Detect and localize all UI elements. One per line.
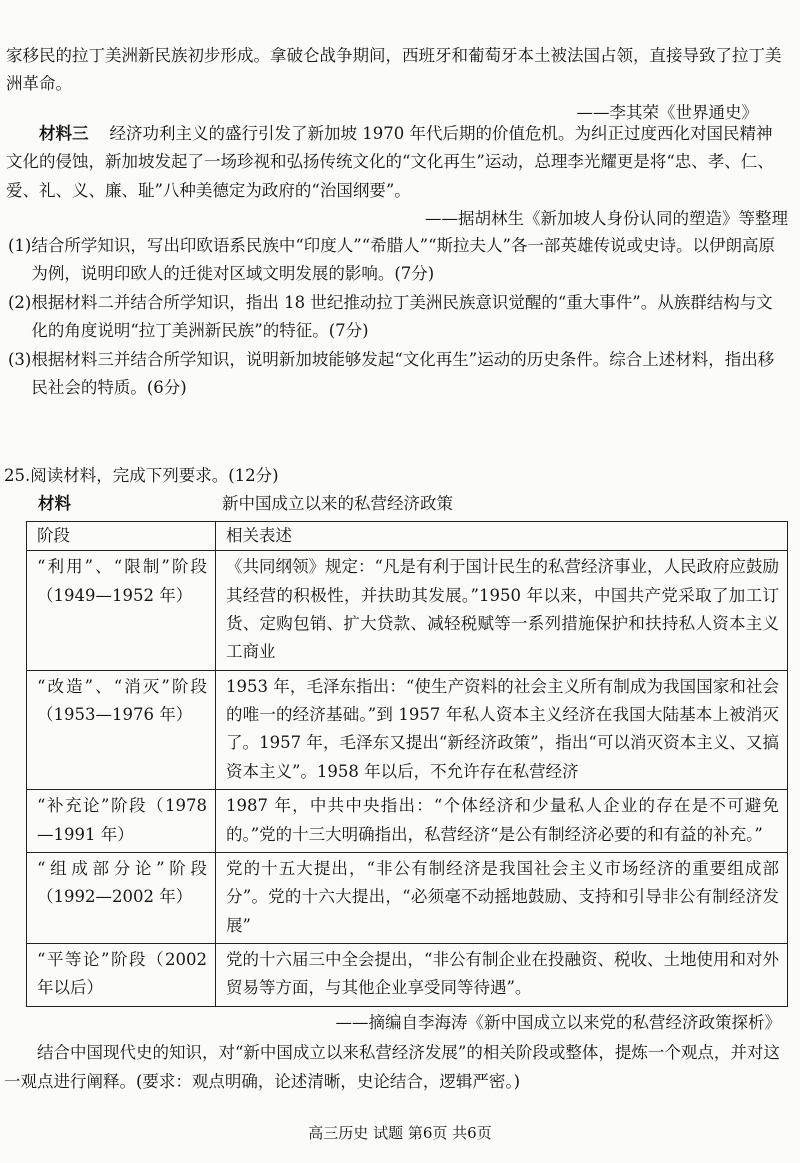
material-text: 经济功利主义的盛行引发了新加坡 1970 年代后期的价值危机。为纠正过度西化对国民精神文化的侵蚀，新加坡发起了一场珍视和弘扬传统文化的“文化再生”运动，总理李光耀更是将“忠、孝、仁、爱、礼、义、廉、耻”八种美德定为政府的“治国纲要”。 <box>6 124 774 200</box>
stage-cell: “平等论”阶段（2002 年以后） <box>27 944 216 1007</box>
table-row <box>27 944 788 1007</box>
table-row <box>27 852 788 943</box>
question-number: (1) <box>8 236 32 255</box>
description-cell: 1987 年，中共中央指出：“个体经济和少量私人企业的存在是不可避免的。”党的十三大明确指出，私营经济“是公有制经济必要的和有益的补充。” <box>216 790 788 853</box>
table-row <box>27 790 788 853</box>
material-label: 材料 <box>38 494 71 514</box>
question-stem: 25.阅读材料，完成下列要求。(12分) <box>4 466 279 485</box>
source-citation: ——摘编自李海涛《新中国成立以来党的私营经济政策探析》 <box>335 1012 781 1032</box>
question-item <box>8 346 788 403</box>
material-label: 材料三 <box>39 124 89 143</box>
column-header-description: 相关表述 <box>216 521 788 550</box>
question-text: 根据材料三并结合所学知识，说明新加坡能够发起“文化再生”运动的历史条件。综合上述材料，指出移民社会的特质。(6分) <box>31 349 775 397</box>
question-text: 根据材料二并结合所学知识，指出 18 世纪推动拉丁美洲民族意识觉醒的“重大事件”。从族群结构与文化的角度说明“拉丁美洲新民族”的特征。(7分) <box>31 292 773 341</box>
policy-table <box>26 521 788 1007</box>
question-number: (2) <box>8 292 32 312</box>
material2-continuation <box>6 42 788 127</box>
table-row <box>27 551 788 671</box>
question-item <box>8 232 788 289</box>
stage-cell: “补充论”阶段（1978—1991 年） <box>27 790 216 853</box>
stage-cell: “改造”、“消灭”阶段（1953—1976 年） <box>27 670 216 790</box>
source-citation: ——据胡林生《新加坡人身份认同的塑造》等整理 <box>425 209 788 229</box>
paragraph: 家移民的拉丁美洲新民族初步形成。拿破仑战争期间，西班牙和葡萄牙本土被法国占领，直接导致了拉丁美洲革命。 <box>6 46 782 94</box>
table-title: 新中国成立以来的私营经济政策 <box>222 494 453 514</box>
question-list <box>8 232 788 402</box>
question-task: 结合中国现代史的知识，对“新中国成立以来私营经济发展”的相关阶段或整体，提炼一个观点，并对这一观点进行阐释。(要求：观点明确，论述清晰，史论结合，逻辑严密。) <box>4 1043 780 1091</box>
stage-cell: “利用”、“限制”阶段（1949—1952 年） <box>27 551 216 671</box>
question-text: 结合所学知识，写出印欧语系民族中“印度人”“希腊人”“斯拉夫人”各一部英雄传说或史诗。以伊朗高原为例，说明印欧人的迁徙对区域文明发展的影响。(7分) <box>31 236 775 284</box>
question-25 <box>4 462 789 1096</box>
table-header-row <box>27 521 788 550</box>
description-cell: 1953 年，毛泽东指出：“使生产资料的社会主义所有制成为我国国家和社会的唯一的经济基础。”到 1957 年私人资本主义经济在我国大陆基本上被消灭了。1957 年，毛泽东又提出“新经济政策”，指出“可以消灭资本主义、又搞资本主义”。1958 年以后，不允许存在私营经济 <box>216 670 788 790</box>
column-header-stage: 阶段 <box>27 521 216 550</box>
table-caption <box>4 490 789 518</box>
table-row <box>27 670 788 790</box>
source-citation: ——李其荣《世界通史》 <box>576 102 758 122</box>
description-cell: 《共同纲领》规定：“凡是有利于国计民生的私营经济事业，人民政府应鼓励其经营的积极性，并扶助其发展。”1950 年以来，中国共产党采取了加工订货、定购包销、扩大贷款、减轻税赋等一系列措施保护和扶持私人资本主义工商业 <box>216 551 788 671</box>
question-item <box>8 289 788 346</box>
description-cell: 党的十五大提出，“非公有制经济是我国社会主义市场经济的重要组成部分”。党的十六大提出，“必须毫不动摇地鼓励、支持和引导非公有制经济发展” <box>216 852 788 943</box>
stage-cell: “组成部分论”阶段（1992—2002 年） <box>27 852 216 943</box>
question-number: (3) <box>8 349 32 369</box>
paragraph <box>6 120 788 205</box>
material3 <box>6 120 788 234</box>
description-cell: 党的十六届三中全会提出，“非公有制企业在投融资、税收、土地使用和对外贸易等方面，与其他企业享受同等待遇”。 <box>216 944 788 1007</box>
page-footer: 高三历史 试题 第6页 共6页 <box>308 1124 492 1142</box>
